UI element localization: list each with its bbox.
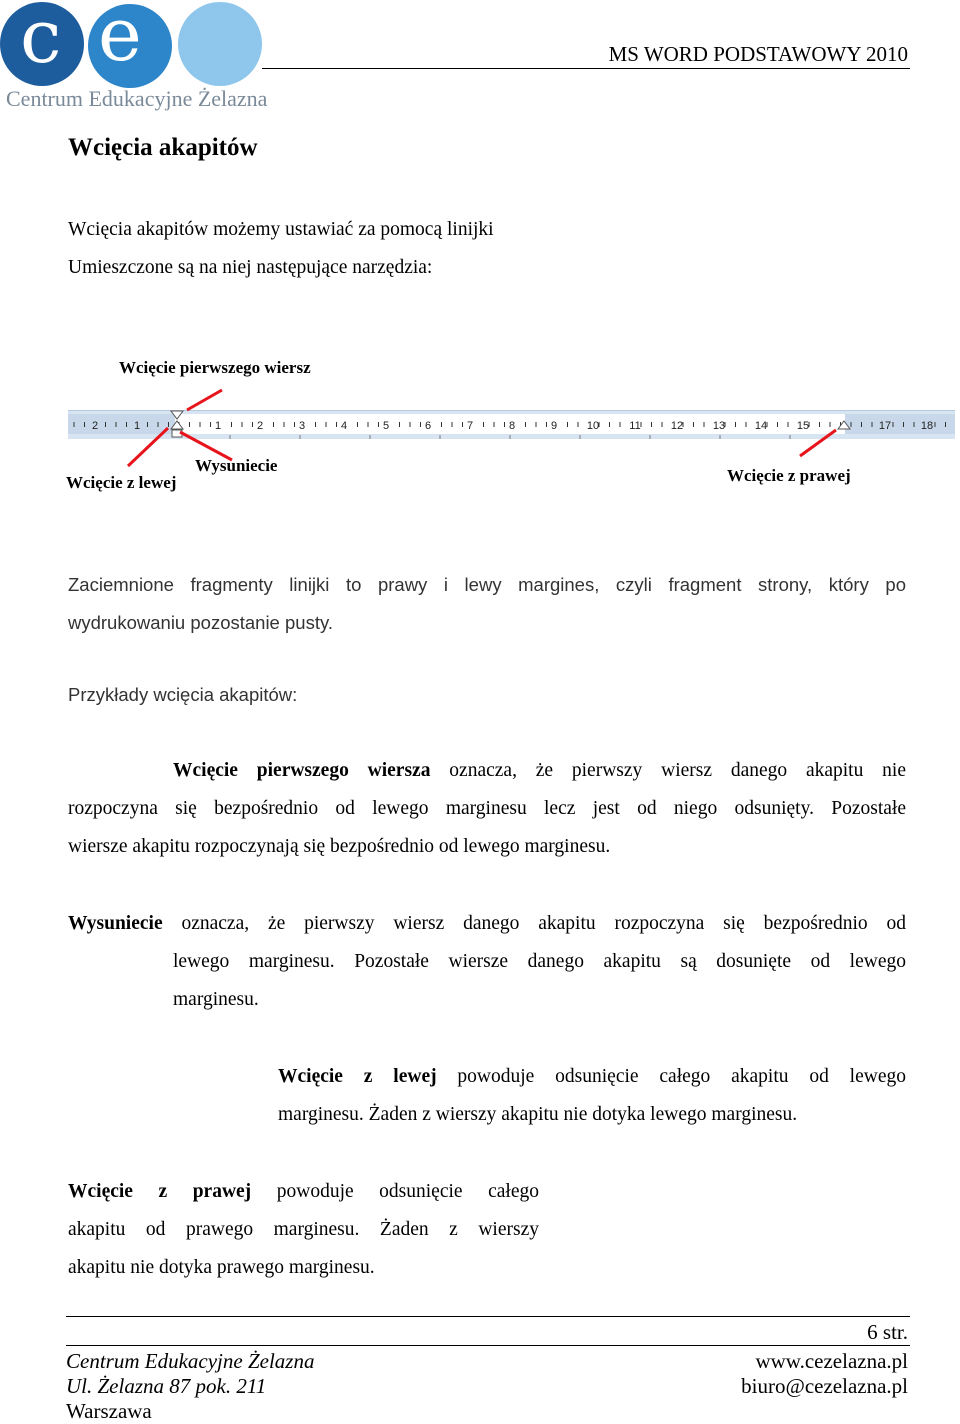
logo-text: Centrum Edukacyjne Żelazna bbox=[6, 86, 268, 111]
footer-org: Centrum Edukacyjne Żelazna bbox=[66, 1349, 315, 1373]
ruler-number: 10 bbox=[586, 420, 600, 432]
term-first-line-indent: Wcięcie pierwszego wiersza bbox=[173, 760, 431, 781]
ruler-number: 7 bbox=[466, 420, 474, 432]
example-hanging-line-1: Wysuniecie oznacza, że pierwszy wiersz danego akapitu rozpoczyna się bezpośrednio od bbox=[68, 913, 906, 934]
term-hanging-indent: Wysuniecie bbox=[68, 913, 163, 934]
ruler-number: 5 bbox=[382, 420, 390, 432]
example-right-line-1: Wcięcie z prawej powoduje odsunięcie całego bbox=[68, 1181, 539, 1202]
footer-divider bbox=[66, 1345, 910, 1346]
arrow-first-line bbox=[187, 390, 222, 410]
ruler-number: 3 bbox=[298, 420, 306, 432]
example-right-line-3: akapitu nie dotyka prawego marginesu. bbox=[68, 1257, 375, 1278]
label-first-line-indent: Wcięcie pierwszego wiersz bbox=[119, 358, 311, 377]
term-right-indent: Wcięcie z prawej bbox=[68, 1181, 252, 1202]
example-first-line-1: Wcięcie pierwszego wiersza oznacza, że pierwszy wiersz danego akapitu nie bbox=[173, 760, 906, 781]
intro-line-2: Umieszczone są na niej następujące narzędzia: bbox=[68, 257, 433, 278]
ruler-number: 4 bbox=[340, 420, 348, 432]
arrow-right-indent bbox=[800, 430, 836, 456]
right-indent-marker bbox=[838, 421, 850, 429]
logo-letter-c: c bbox=[20, 0, 62, 80]
example-hanging-indent bbox=[68, 905, 906, 1019]
arrow-left-indent bbox=[128, 428, 168, 466]
ruler-number: 9 bbox=[550, 420, 558, 432]
footer-email[interactable]: biuro@cezelazna.pl bbox=[741, 1374, 908, 1398]
example-left-indent bbox=[278, 1058, 906, 1134]
ruler-number: 14 bbox=[754, 420, 768, 432]
label-left-indent: Wcięcie z lewej bbox=[66, 473, 177, 492]
logo bbox=[0, 0, 270, 115]
examples-heading: Przykłady wcięcia akapitów: bbox=[68, 684, 298, 705]
ruler-number: 15 bbox=[796, 420, 810, 432]
first-line-indent-marker bbox=[171, 411, 183, 419]
example-first-line-indent bbox=[68, 752, 906, 866]
description-line-2: wydrukowaniu pozostanie pusty. bbox=[68, 612, 333, 633]
footer-website[interactable]: www.cezelazna.pl bbox=[755, 1349, 908, 1373]
label-right-indent: Wcięcie z prawej bbox=[727, 466, 851, 485]
ruler-number: 1 bbox=[214, 420, 222, 432]
example-right-line-2: akapitu od prawego marginesu. Żaden z wierszy bbox=[68, 1219, 539, 1240]
example-left-line-1: Wcięcie z lewej powoduje odsunięcie całego akapitu od lewego bbox=[278, 1066, 906, 1087]
logo-letter-e: e bbox=[98, 0, 142, 78]
ruler-annotations bbox=[0, 380, 960, 480]
page-title: Wcięcia akapitów bbox=[68, 134, 258, 161]
footer-address: Ul. Żelazna 87 pok. 211 bbox=[66, 1374, 267, 1398]
example-left-line-2: marginesu. Żaden z wierszy akapitu nie dotyka lewego marginesu. bbox=[278, 1104, 798, 1125]
ruler-number: 2 bbox=[256, 420, 264, 432]
description-line-1: Zaciemnione fragmenty linijki to prawy i lewy margines, czyli fragment strony, który po bbox=[68, 574, 906, 595]
hanging-indent-marker bbox=[171, 421, 183, 429]
header-divider bbox=[262, 68, 910, 69]
ruler-number: 2 bbox=[91, 420, 99, 432]
footer-divider-top bbox=[66, 1316, 910, 1317]
label-hanging-indent: Wysuniecie bbox=[195, 456, 278, 475]
page-number: 6 str. bbox=[867, 1320, 908, 1344]
example-first-line-2: rozpoczyna się bezpośrednio od lewego marginesu lecz jest od niego odsunięty. Pozostałe bbox=[68, 798, 906, 819]
example-first-line-3: wiersze akapitu rozpoczynają się bezpośrednio od lewego marginesu. bbox=[68, 836, 611, 857]
term-left-indent: Wcięcie z lewej bbox=[278, 1066, 437, 1087]
intro-line-1: Wcięcia akapitów możemy ustawiać za pomocą linijki bbox=[68, 219, 494, 240]
ruler-number: 13 bbox=[712, 420, 726, 432]
example-hanging-line-3: marginesu. bbox=[173, 989, 259, 1010]
ruler-number: 12 bbox=[670, 420, 684, 432]
example-hanging-line-2: lewego marginesu. Pozostałe wiersze danego akapitu są dosunięte od lewego bbox=[173, 951, 906, 972]
logo-circle-light bbox=[178, 2, 262, 86]
ruler-number: 1 bbox=[133, 420, 141, 432]
ruler-number: 11 bbox=[629, 420, 641, 432]
example-right-indent bbox=[68, 1173, 539, 1287]
footer-city: Warszawa bbox=[66, 1399, 152, 1423]
ruler-number: 6 bbox=[424, 420, 432, 432]
ruler-number: 18 bbox=[920, 420, 934, 432]
header-title: MS WORD PODSTAWOWY 2010 bbox=[608, 42, 908, 66]
ruler-number: 17 bbox=[878, 420, 892, 432]
description bbox=[68, 566, 906, 642]
ruler-number: 8 bbox=[508, 420, 516, 432]
